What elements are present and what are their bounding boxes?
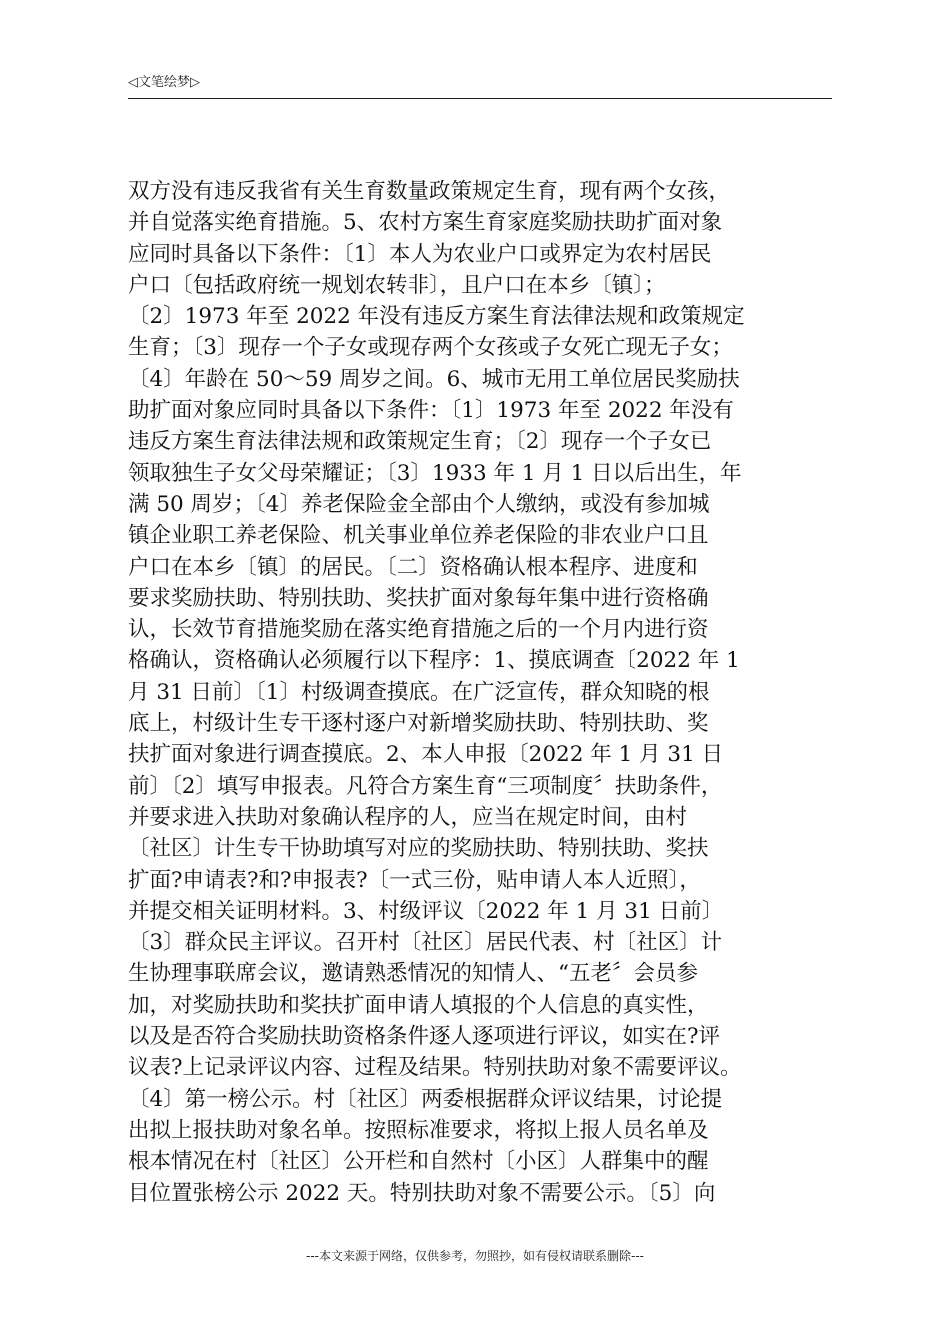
body-line: 〔3〕群众民主评议。召开村〔社区〕居民代表、村〔社区〕计 — [128, 930, 723, 956]
body-line: 根本情况在村〔社区〕公开栏和自然村〔小区〕人群集中的醒 — [128, 1149, 709, 1175]
body-line: 格确认，资格确认必须履行以下程序：1、摸底调查〔2022 年 1 — [128, 648, 740, 674]
body-line: 并提交相关证明材料。3、村级评议〔2022 年 1 月 31 日前〕 — [128, 898, 724, 924]
body-line: 扩面?申请表?和?申报表?〔一式三份，贴申请人本人近照〕， — [128, 867, 701, 893]
body-line: 生协理事联席会议，邀请熟悉情况的知情人、“五老〞会员参 — [128, 961, 698, 987]
body-line: 月 31 日前〕〔1〕村级调查摸底。在广泛宣传，群众知晓的根 — [128, 679, 710, 705]
document-body — [128, 176, 838, 1209]
body-line: 生育；〔3〕现存一个子女或现存两个女孩或子女死亡现无子女； — [128, 335, 733, 361]
body-line: 〔4〕第一榜公示。村〔社区〕两委根据群众评议结果，讨论提 — [128, 1086, 723, 1112]
body-line: 前〕〔2〕填写申报表。凡符合方案生育“三项制度〞扶助条件， — [128, 773, 723, 799]
body-line: 要求奖励扶助、特别扶助、奖扶扩面对象每年集中进行资格确 — [128, 585, 709, 611]
body-line: 认，长效节育措施奖励在落实绝育措施之后的一个月内进行资 — [128, 617, 709, 643]
page-header — [128, 74, 832, 99]
body-line: 并要求进入扶助对象确认程序的人，应当在规定时间，由村 — [128, 804, 688, 830]
body-line: 〔2〕1973 年至 2022 年没有违反方案生育法律法规和政策规定 — [128, 304, 745, 330]
body-line: 〔4〕年龄在 50～59 周岁之间。6、城市无用工单位居民奖励扶 — [128, 366, 740, 392]
body-line: 助扩面对象应同时具备以下条件：〔1〕1973 年至 2022 年没有 — [128, 398, 734, 424]
body-line: 户口〔包括政府统一规划农转非〕，且户口在本乡〔镇〕； — [128, 272, 666, 298]
body-line: 违反方案生育法律法规和政策规定生育；〔2〕现存一个子女已 — [128, 429, 712, 455]
body-line: 出拟上报扶助对象名单。按照标准要求，将拟上报人员名单及 — [128, 1117, 709, 1143]
body-line: 底上，村级计生专干逐村逐户对新增奖励扶助、特别扶助、奖 — [128, 711, 709, 737]
page-footer: ---本文来源于网络，仅供参考，勿照抄，如有侵权请联系删除--- — [306, 1249, 644, 1263]
body-line: 满 50 周岁；〔4〕养老保险金全部由个人缴纳，或没有参加城 — [128, 491, 710, 517]
body-line: 以及是否符合奖励扶助资格条件逐人逐项进行评议，如实在?评 — [128, 1024, 721, 1050]
body-line: 双方没有违反我省有关生育数量政策规定生育，现有两个女孩， — [128, 179, 731, 204]
body-line: 镇企业职工养老保险、机关事业单位养老保险的非农业户口且 — [128, 523, 709, 549]
body-line: 扶扩面对象进行调查摸底。2、本人申报〔2022 年 1 月 31 日 — [128, 742, 724, 768]
body-line: 加，对奖励扶助和奖扶扩面申请人填报的个人信息的真实性， — [128, 992, 709, 1018]
body-line: 议表?上记录评议内容、过程及结果。特别扶助对象不需要评议。 — [128, 1055, 742, 1081]
body-line: 应同时具备以下条件：〔1〕本人为农业户口或界定为农村居民 — [128, 241, 712, 267]
header-label: ◁文笔绘梦▷ — [128, 75, 200, 90]
body-line: 户口在本乡〔镇〕的居民。〔二〕资格确认根本程序、进度和 — [128, 554, 698, 580]
body-line: 领取独生子女父母荣耀证；〔3〕1933 年 1 月 1 日以后出生，年 — [128, 460, 742, 486]
body-line: 并自觉落实绝育措施。5、农村方案生育家庭奖励扶助扩面对象 — [128, 210, 723, 236]
body-line: 目位置张榜公示 2022 天。特别扶助对象不需要公示。〔5〕向 — [128, 1180, 716, 1206]
body-line: 〔社区〕计生专干协助填写对应的奖励扶助、特别扶助、奖扶 — [128, 836, 709, 862]
